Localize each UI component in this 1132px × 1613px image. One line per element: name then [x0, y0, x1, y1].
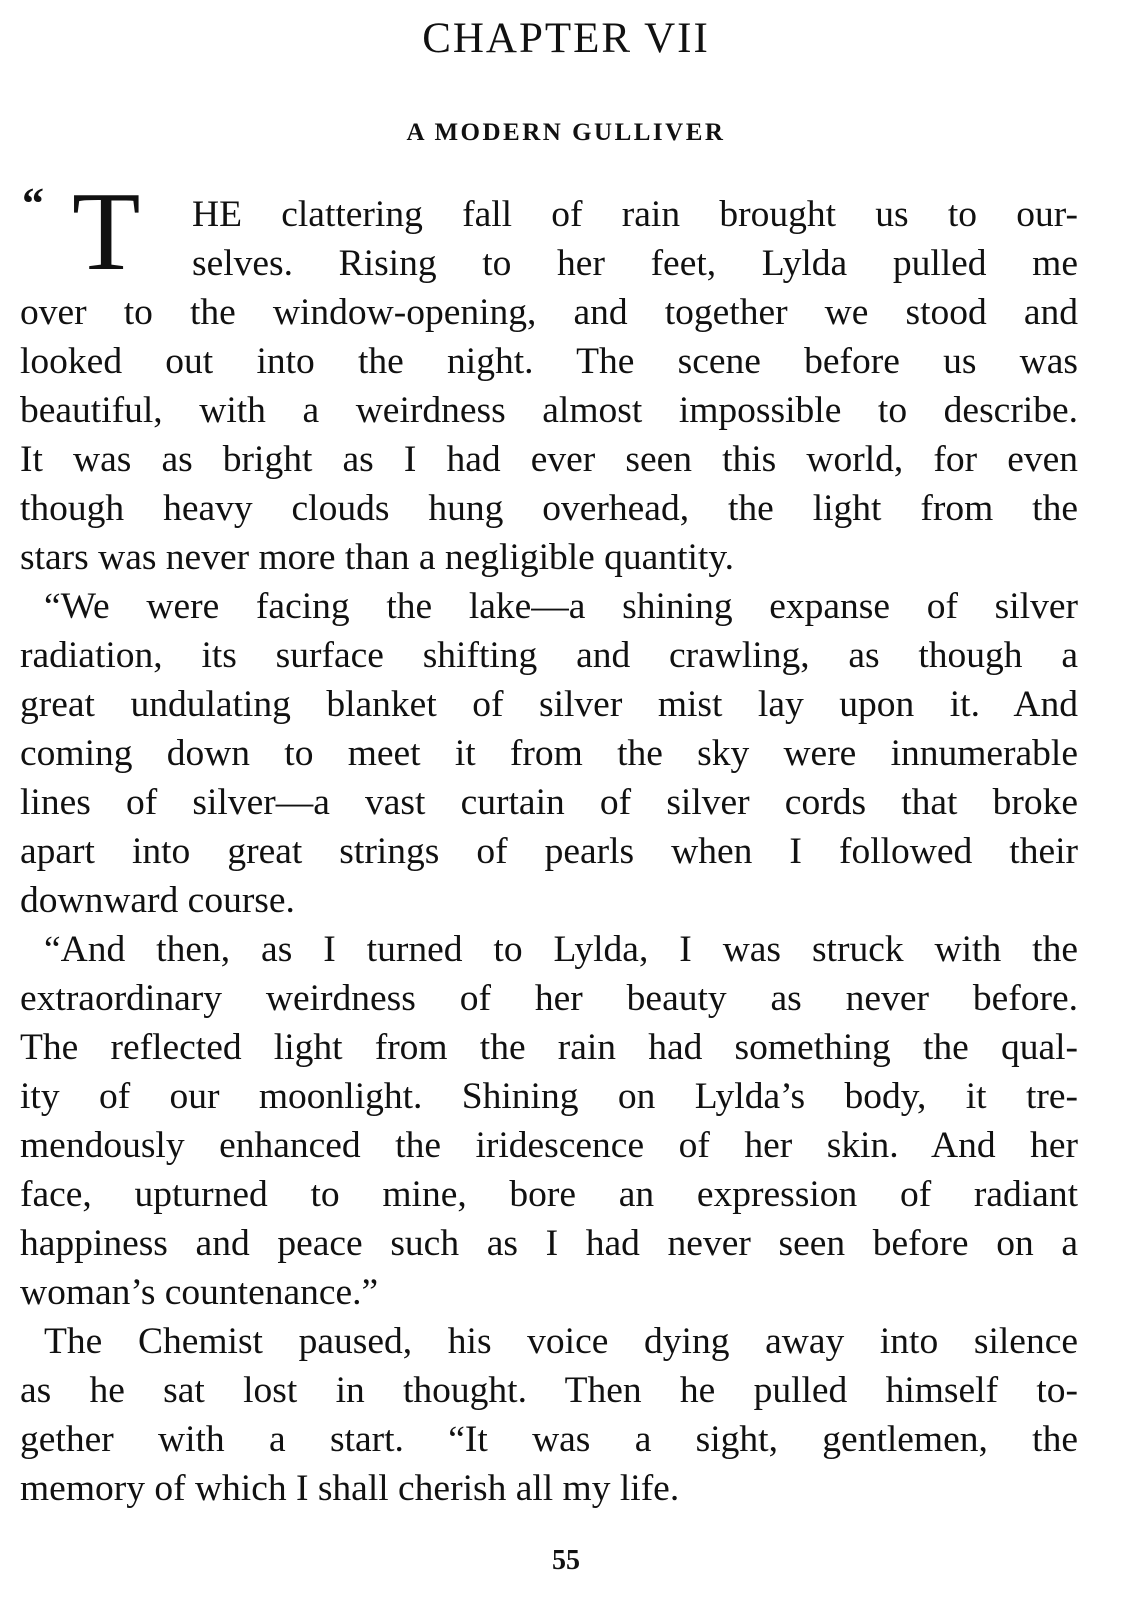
text-line: face, upturned to mine, bore an expression of radiant: [20, 1174, 1078, 1215]
text-line: It was as bright as I had ever seen this world, for even: [20, 439, 1078, 480]
chapter-subtitle: A MODERN GULLIVER: [406, 119, 726, 146]
text-line: mendously enhanced the iridescence of her skin. And her: [20, 1125, 1078, 1166]
text-line: radiation, its surface shifting and crawling, as though a: [20, 635, 1078, 676]
text-line: apart into great strings of pearls when I followed their: [20, 831, 1078, 872]
text-line: HE clattering fall of rain brought us to our-: [192, 194, 1078, 235]
text-line: woman’s countenance.”: [20, 1272, 379, 1313]
drop-cap-letter: T: [72, 170, 141, 294]
text-line: ity of our moonlight. Shining on Lylda’s body, it tre-: [20, 1076, 1078, 1117]
text-line: downward course.: [20, 880, 295, 921]
text-line: gether with a start. “It was a sight, gentlemen, the: [20, 1419, 1078, 1460]
opening-quote-mark: “: [22, 179, 44, 228]
drop-cap-block: [20, 170, 190, 294]
body-text: [20, 170, 1078, 1513]
text-line: happiness and peace such as I had never seen before on a: [20, 1223, 1078, 1264]
text-line: looked out into the night. The scene before us was: [20, 341, 1078, 382]
text-line: “And then, as I turned to Lylda, I was struck with the: [44, 929, 1078, 970]
text-line: extraordinary weirdness of her beauty as never before.: [20, 978, 1078, 1019]
text-line: over to the window-opening, and together we stood and: [20, 292, 1078, 333]
text-line: though heavy clouds hung overhead, the light from the: [20, 488, 1078, 529]
text-line: beautiful, with a weirdness almost impossible to describe.: [20, 390, 1078, 431]
text-line: The reflected light from the rain had something the qual-: [20, 1027, 1078, 1068]
text-line: memory of which I shall cherish all my life.: [20, 1468, 680, 1509]
page-number: 55: [552, 1545, 580, 1576]
chapter-title: CHAPTER VII: [422, 15, 710, 62]
text-line: “We were facing the lake—a shining expanse of silver: [44, 586, 1078, 627]
text-line: coming down to meet it from the sky were innumerable: [20, 733, 1078, 774]
text-line: as he sat lost in thought. Then he pulled himself to-: [20, 1370, 1078, 1411]
text-line: selves. Rising to her feet, Lylda pulled me: [192, 243, 1078, 284]
text-line: stars was never more than a negligible quantity.: [20, 537, 735, 578]
text-line: lines of silver—a vast curtain of silver cords that broke: [20, 782, 1078, 823]
text-line: The Chemist paused, his voice dying away into silence: [44, 1321, 1078, 1362]
text-line: great undulating blanket of silver mist lay upon it. And: [20, 684, 1078, 725]
